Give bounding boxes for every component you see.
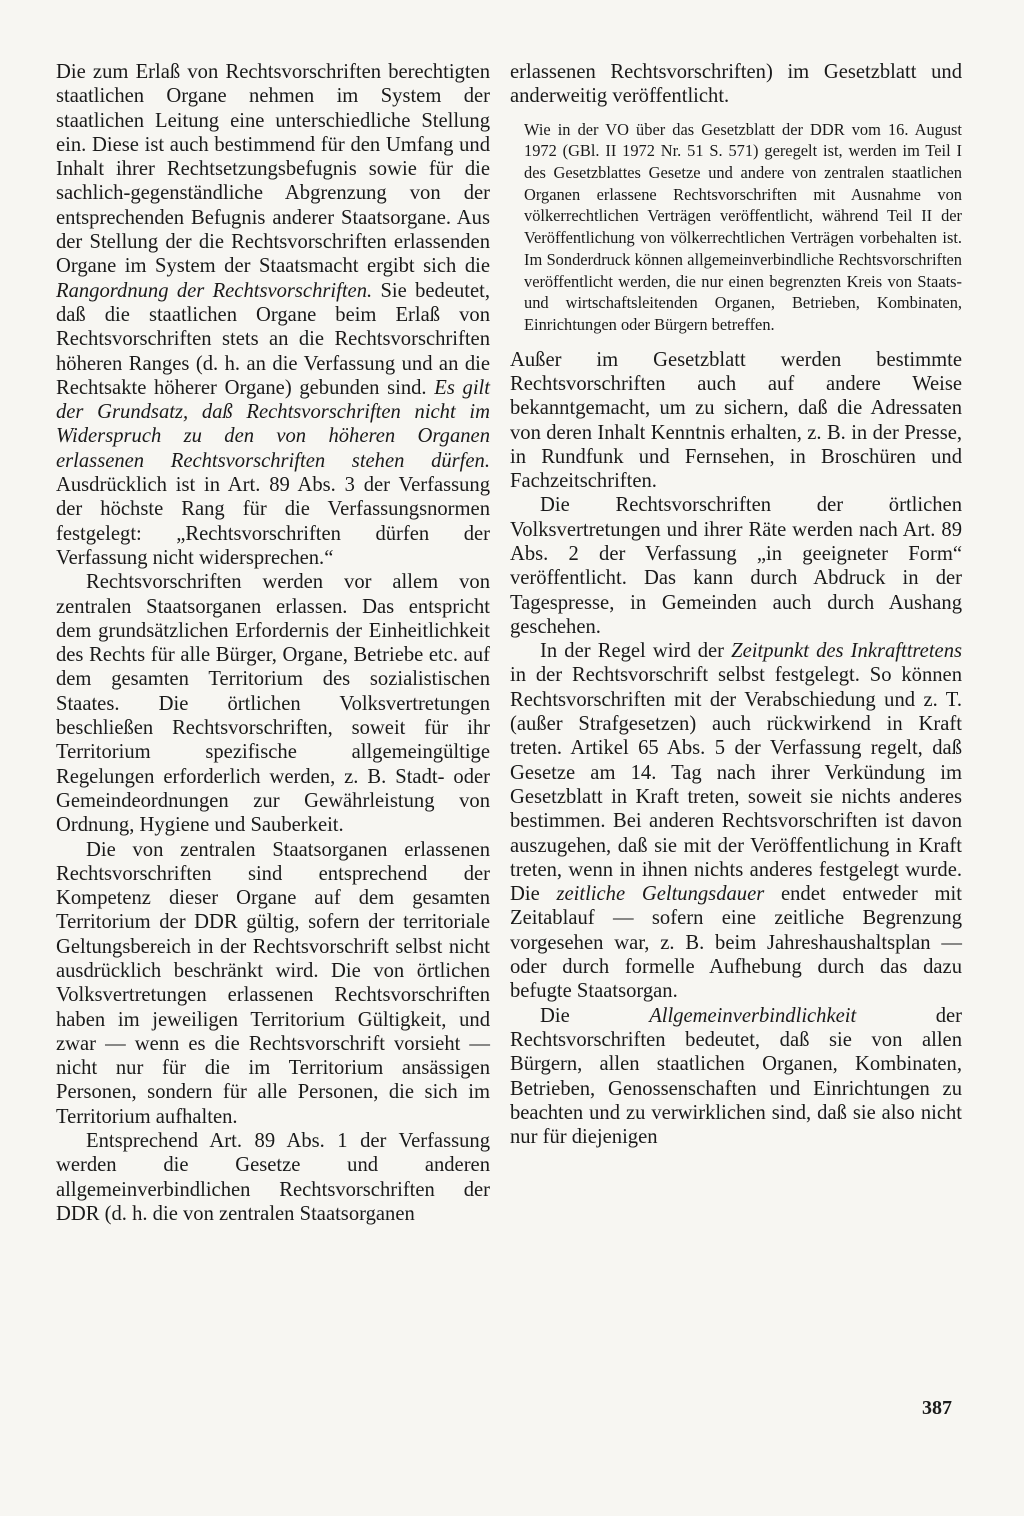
paragraph-text: endet entweder mit Zeitablauf — sofern eine zeitliche Begrenzung vorgesehen war, z. B. beim Jahreshaushaltsplan — oder durch formelle Aufhebung durch das dazu befugte Staatsorgan.: [510, 883, 962, 1003]
paragraph: [56, 60, 490, 570]
emphasis-text: Rangordnung der Rechtsvorschriften.: [56, 279, 373, 302]
paragraph-text: Die: [540, 1004, 650, 1027]
paragraph-text: Ausdrücklich ist in Art. 89 Abs. 3 der Verfassung der höchste Rang für die Verfassungsnormen festgelegt: „Rechtsvorschriften dürfen der Verfassung nicht widersprechen.“: [56, 474, 490, 569]
small-print-note: Wie in der VO über das Gesetzblatt der DDR vom 16. August 1972 (GBl. II 1972 Nr. 51 S. 571) geregelt ist, werden im Teil I des Gesetzblattes Gesetze und andere von zentralen staatlichen Organen erlassene Rechtsvorschriften mit Ausnahme von völkerrechtlichen Verträgen veröffentlicht, während Teil II der Veröffentlichung von völkerrechtlichen Verträgen vorbehalten ist. Im Sonderdruck können allgemeinverbindliche Rechtsvorschriften veröffentlicht werden, die nur einen begrenzten Kreis von Staats- und wirtschaftsleitenden Organen, Betrieben, Kombinaten, Einrichtungen oder Bürgern betreffen.: [524, 119, 962, 334]
emphasis-text: Es gilt der Grundsatz, daß Rechtsvorschriften nicht im Widerspruch zu den von höheren Organen erlassenen Rechtsvorschriften stehen dürfen.: [56, 376, 490, 472]
paragraph: Entsprechend Art. 89 Abs. 1 der Verfassung werden die Gesetze und anderen allgemeinverbindlichen Rechtsvorschriften der DDR (d. h. die von zentralen Staatsorganen: [56, 1130, 490, 1225]
paragraph: Die Rechtsvorschriften der örtlichen Volksvertretungen und ihrer Räte werden nach Art. 89 Abs. 2 der Verfassung „in geeigneter Form“ veröffentlicht. Das kann durch Abdruck in der Tagespresse, in Gemeinden auch durch Aushang geschehen.: [510, 494, 962, 638]
paragraph: Die von zentralen Staatsorganen erlassenen Rechtsvorschriften sind entsprechend der Kompetenz dieser Organe auf dem gesamten Territorium der DDR gültig, sofern der territoriale Geltungsbereich in der Rechtsvorschrift selbst nicht ausdrücklich beschränkt wird. Die von örtlichen Volksvertretungen erlassenen Rechtsvorschriften haben im jeweiligen Territorium Gültigkeit, und zwar — wenn es die Rechtsvorschrift vorsieht — nicht nur für die im Territorium ansässigen Personen, sondern für alle Personen, die sich im Territorium aufhalten.: [56, 838, 490, 1128]
paragraph: erlassenen Rechtsvorschriften) im Gesetzblatt und anderweitig veröffentlicht.: [510, 61, 962, 108]
paragraph-text: In der Regel wird der: [540, 640, 732, 663]
right-column: [510, 60, 962, 1149]
paragraph: [510, 639, 962, 1003]
paragraph-text: der Rechtsvorschriften bedeutet, daß sie von allen Bürgern, allen staatlichen Organen, Kombinaten, Betrieben, Genossenschaften und Einrichtungen zu beachten und zu verwirklichen sind, daß sie also nicht nur für diejenigen: [510, 1004, 962, 1149]
emphasis-text: Zeitpunkt des Inkrafttretens: [731, 640, 963, 663]
paragraph-text: Die zum Erlaß von Rechtsvorschriften berechtigten staatlichen Organe nehmen im System der staatlichen Leitung eine unterschiedliche Stellung ein. Diese ist auch bestimmend für den Umfang und Inhalt ihrer Rechtsetzungsbefugnis sowie für die sachlich-gegenständliche Abgrenzung von der entsprechenden Befugnis anderer Staatsorgane. Aus der Stellung der die Rechtsvorschriften erlassenden Organe im System der Staatsmacht ergibt sich die: [56, 61, 490, 278]
paragraph-text: Sie bedeutet, daß die staatlichen Organe beim Erlaß von Rechtsvorschriften stets an die Rechtsvorschriften höheren Ranges (d. h. an die Verfassung und an die Rechtsakte höherer Organe) gebunden sind.: [56, 279, 490, 399]
paragraph-text: in der Rechtsvorschrift selbst festgelegt. So können Rechtsvorschriften mit der Verabschiedung und z. T. (außer Strafgesetzen) auch rückwirkend in Kraft treten. Artikel 65 Abs. 5 der Verfassung regelt, daß Gesetze am 14. Tag nach ihrer Verkündung im Gesetzblatt in Kraft treten, soweit sie nichts anderes bestimmen. Bei anderen Rechtsvorschriften ist davon auszugehen, daß sie mit der Veröffentlichung in Kraft treten, wenn in ihnen nichts anderes festgelegt wurde. Die: [510, 664, 962, 906]
emphasis-text: Allgemeinverbindlichkeit: [649, 1004, 857, 1027]
emphasis-text: zeitliche Geltungsdauer: [556, 883, 765, 906]
paragraph: Außer im Gesetzblatt werden bestimmte Rechtsvorschriften auch auf andere Weise bekanntgemacht, um zu sichern, daß die Adressaten von deren Inhalt Kenntnis erhalten, z. B. in der Presse, in Rundfunk und Fernsehen, in Broschüren und Fachzeitschriften.: [510, 348, 962, 493]
page-number: 387: [922, 1397, 952, 1419]
left-column: [56, 60, 490, 1226]
paragraph: [510, 1004, 962, 1150]
paragraph: Rechtsvorschriften werden vor allem von zentralen Staatsorganen erlassen. Das entspricht dem grundsätzlichen Erfordernis der Einheitlichkeit des Rechts für alle Bürger, Organe, Betriebe etc. auf dem gesamten Territorium des sozialistischen Staates. Die örtlichen Volksvertretungen beschließen Rechtsvorschriften, soweit für ihr Territorium spezifische allgemeingültige Regelungen erforderlich werden, z. B. Stadt- oder Gemeindeordnungen zur Gewährleistung von Ordnung, Hygiene und Sauberkeit.: [56, 571, 490, 837]
